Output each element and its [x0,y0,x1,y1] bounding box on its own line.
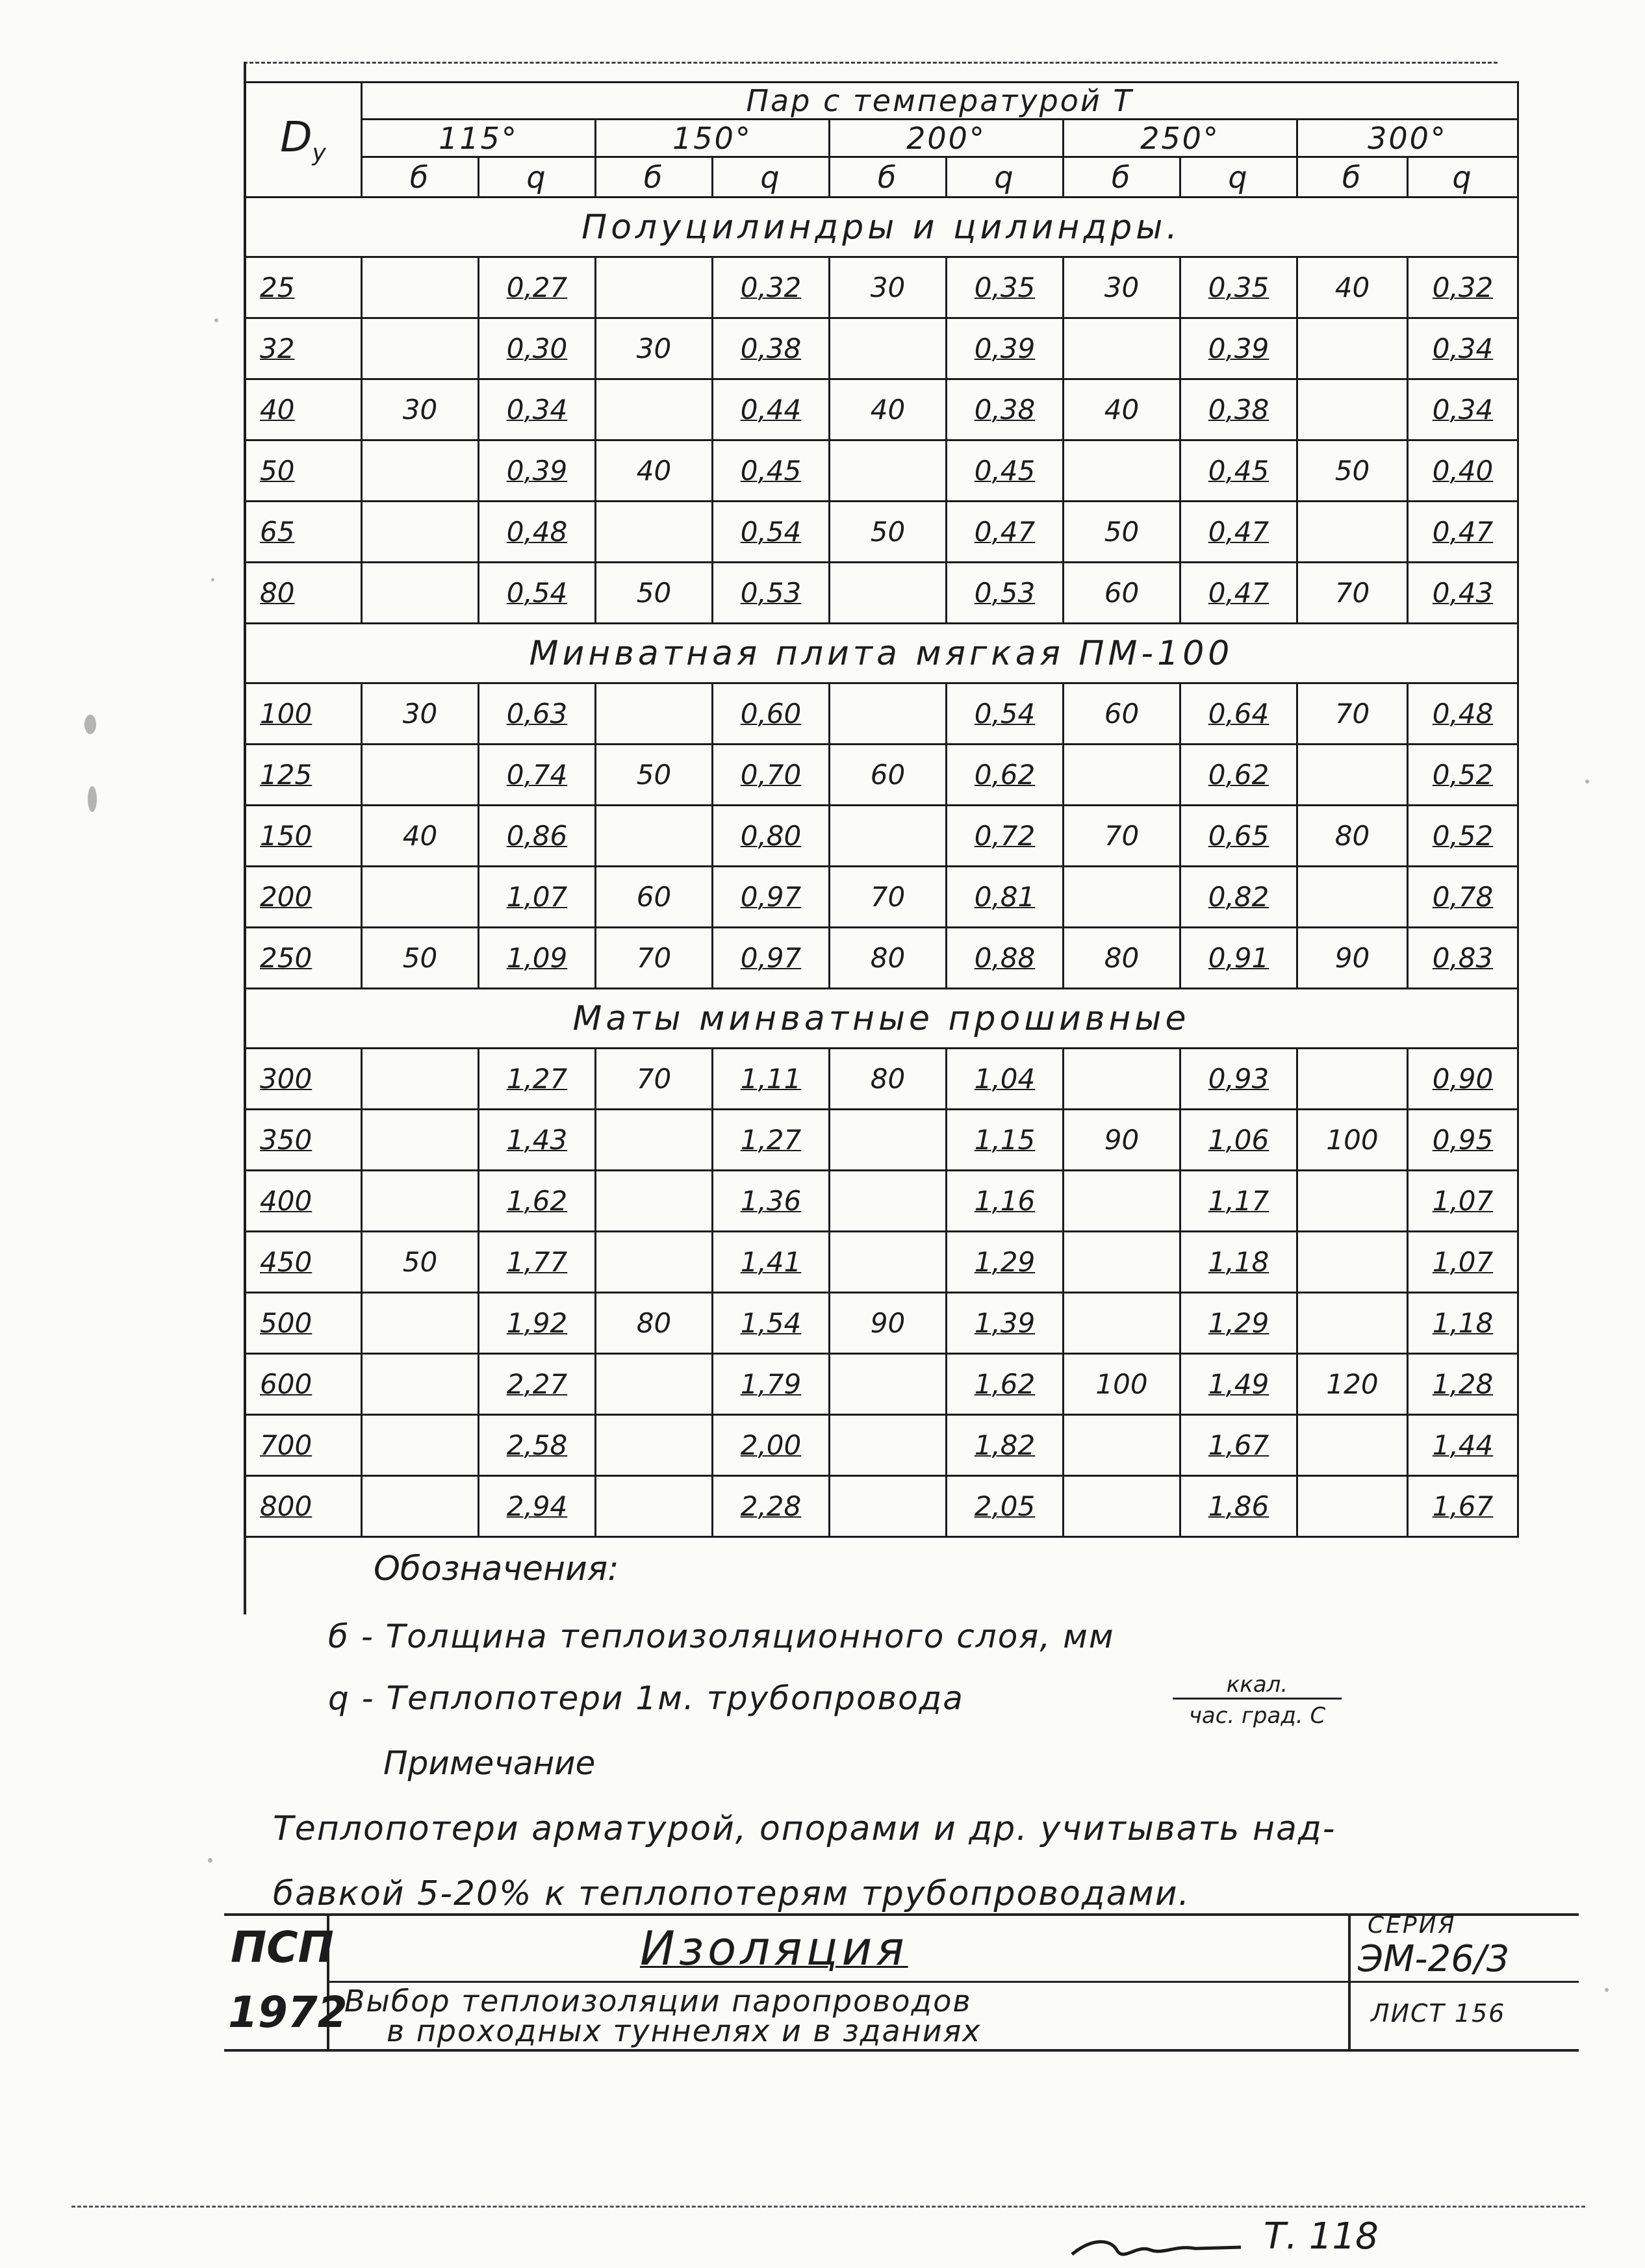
diameter-cell: 100 [245,683,362,745]
diameter-cell: 250 [245,928,362,989]
note-line-2: бавкой 5-20% к теплопотерям трубопроводами. [273,1874,1191,1913]
heat-loss-cell: 1,18 [1180,1232,1297,1293]
heat-loss-cell: 0,81 [947,867,1064,928]
heat-loss-col-header: q [947,157,1064,197]
thickness-cell: 100 [1064,1354,1180,1415]
heat-loss-col-header: q [1180,157,1297,197]
heat-loss-cell: 0,38 [1180,379,1297,440]
heat-loss-cell: 1,67 [1408,1476,1518,1537]
thickness-cell: 40 [596,440,713,502]
heat-loss-col-header: q [713,157,830,197]
thickness-cell: 70 [596,928,713,989]
group-header: Пар с температурой Т [362,83,1518,120]
thickness-cell: 120 [1297,1354,1408,1415]
heat-loss-cell: 1,07 [479,867,596,928]
heat-loss-cell: 1,39 [947,1293,1064,1354]
heat-loss-cell: 0,32 [713,257,830,318]
heat-loss-cell: 0,47 [947,502,1064,563]
heat-loss-cell: 1,86 [1180,1476,1297,1537]
heat-loss-cell: 0,62 [947,745,1064,806]
thickness-cell: 80 [596,1293,713,1354]
heat-loss-cell: 1,29 [1180,1293,1297,1354]
heat-loss-cell: 0,39 [947,318,1064,379]
heat-loss-cell: 0,53 [713,563,830,624]
heat-loss-cell: 0,54 [479,563,596,624]
heat-loss-cell: 0,30 [479,318,596,379]
temperature-header: 150° [596,120,830,157]
heat-loss-cell: 0,80 [713,806,830,867]
heat-loss-cell: 1,28 [1408,1354,1518,1415]
heat-loss-cell: 2,00 [713,1415,830,1476]
diameter-cell: 600 [245,1354,362,1415]
stamp-sheet: ЛИСТ 156 [1371,1999,1506,2028]
stamp-year: 1972 [228,1987,348,2037]
thickness-cell: 100 [1297,1110,1408,1171]
heat-loss-cell: 0,45 [947,440,1064,502]
heat-loss-cell: 1,43 [479,1110,596,1171]
thickness-cell: 30 [596,318,713,379]
diameter-cell: 450 [245,1232,362,1293]
section-title: Маты минватные прошивные [245,989,1518,1049]
legend-heading: Обозначения: [374,1549,619,1588]
diameter-cell: 700 [245,1415,362,1476]
unit-fraction-top: ккал. [1173,1672,1342,1700]
bottom-dashed-line [71,2206,1585,2208]
thickness-cell: 70 [1064,806,1180,867]
thickness-cell: 50 [1064,502,1180,563]
heat-loss-cell: 0,91 [1180,928,1297,989]
temperature-header: 115° [362,120,596,157]
heat-loss-cell: 1,62 [479,1171,596,1232]
heat-loss-cell: 1,82 [947,1415,1064,1476]
temperature-header: 250° [1064,120,1297,157]
thickness-cell: 80 [1297,806,1408,867]
diameter-cell: 800 [245,1476,362,1537]
heat-loss-cell: 0,93 [1180,1049,1297,1110]
diameter-cell: 200 [245,867,362,928]
diameter-cell: 300 [245,1049,362,1110]
heat-loss-cell: 1,27 [479,1049,596,1110]
note-line-1: Теплопотери арматурой, опорами и др. учитывать над- [273,1809,1336,1848]
heat-loss-cell: 2,05 [947,1476,1064,1537]
note-heading: Примечание [383,1744,596,1782]
heat-loss-cell: 0,27 [479,257,596,318]
diameter-cell: 25 [245,257,362,318]
heat-loss-cell: 0,34 [479,379,596,440]
thickness-cell: 30 [1064,257,1180,318]
scan-speck [84,715,96,734]
heat-loss-cell: 0,45 [1180,440,1297,502]
thickness-cell: 80 [830,928,947,989]
heat-loss-cell: 0,32 [1408,257,1518,318]
thickness-cell: 40 [1297,257,1408,318]
scan-speck [208,1858,212,1863]
scan-speck [214,318,218,322]
heat-loss-cell: 1,18 [1408,1293,1518,1354]
thickness-cell: 60 [1064,683,1180,745]
thickness-cell: 90 [830,1293,947,1354]
thickness-col-header: б [1297,157,1408,197]
heat-loss-cell: 1,67 [1180,1415,1297,1476]
stamp-series-label: СЕРИЯ [1368,1912,1457,1939]
stamp-subtitle-2: в проходных туннелях и в зданиях [387,2013,982,2048]
heat-loss-cell: 0,62 [1180,745,1297,806]
heat-loss-cell: 0,83 [1408,928,1518,989]
heat-loss-cell: 0,39 [479,440,596,502]
scan-speck [1605,1988,1609,1992]
thickness-cell: 50 [1297,440,1408,502]
heat-loss-cell: 1,41 [713,1232,830,1293]
thickness-cell: 30 [362,379,479,440]
diameter-cell: 80 [245,563,362,624]
heat-loss-cell: 0,45 [713,440,830,502]
heat-loss-cell: 0,82 [1180,867,1297,928]
heat-loss-cell: 0,54 [713,502,830,563]
heat-loss-cell: 0,53 [947,563,1064,624]
thickness-cell: 50 [362,928,479,989]
heat-loss-cell: 1,07 [1408,1232,1518,1293]
thickness-col-header: б [1064,157,1180,197]
heat-loss-cell: 0,43 [1408,563,1518,624]
thickness-cell: 70 [596,1049,713,1110]
heat-loss-cell: 1,27 [713,1110,830,1171]
heat-loss-cell: 2,28 [713,1476,830,1537]
heat-loss-cell: 0,74 [479,745,596,806]
title-block [224,0,1588,2268]
diameter-cell: 150 [245,806,362,867]
heat-loss-col-header: q [479,157,596,197]
heat-loss-cell: 0,52 [1408,745,1518,806]
heat-loss-cell: 0,72 [947,806,1064,867]
diameter-cell: 125 [245,745,362,806]
thickness-cell: 50 [596,563,713,624]
heat-loss-cell: 1,29 [947,1232,1064,1293]
heat-loss-cell: 1,54 [713,1293,830,1354]
legend-b-line: б - Толщина теплоизоляционного слоя, мм [328,1618,1115,1655]
heat-loss-cell: 1,49 [1180,1354,1297,1415]
diameter-cell: 65 [245,502,362,563]
heat-loss-cell: 1,06 [1180,1110,1297,1171]
stamp-title: Изоляция [640,1921,908,1976]
thickness-col-header: б [830,157,947,197]
temperature-header: 300° [1297,120,1518,157]
footer-sheet-number: Т. 118 [1264,2215,1379,2258]
heat-loss-cell: 0,78 [1408,867,1518,928]
heat-loss-cell: 0,90 [1408,1049,1518,1110]
thickness-cell: 60 [830,745,947,806]
temperature-header: 200° [830,120,1064,157]
heat-loss-cell: 0,48 [1408,683,1518,745]
diameter-cell: 32 [245,318,362,379]
heat-loss-cell: 0,35 [947,257,1064,318]
thickness-cell: 50 [362,1232,479,1293]
thickness-cell: 70 [1297,683,1408,745]
heat-loss-cell: 0,47 [1180,502,1297,563]
thickness-cell: 60 [596,867,713,928]
heat-loss-cell: 2,58 [479,1415,596,1476]
heat-loss-cell: 0,60 [713,683,830,745]
heat-loss-cell: 2,27 [479,1354,596,1415]
heat-loss-cell: 1,92 [479,1293,596,1354]
heat-loss-cell: 0,34 [1408,318,1518,379]
thickness-col-header: б [362,157,479,197]
heat-loss-cell: 0,38 [947,379,1064,440]
thickness-cell: 80 [1064,928,1180,989]
heat-loss-cell: 1,09 [479,928,596,989]
heat-loss-cell: 1,44 [1408,1415,1518,1476]
thickness-cell: 70 [830,867,947,928]
heat-loss-cell: 0,97 [713,928,830,989]
thickness-cell: 70 [1297,563,1408,624]
diameter-cell: 50 [245,440,362,502]
heat-loss-cell: 0,95 [1408,1110,1518,1171]
dy-header: $D_у$ [245,83,362,197]
heat-loss-cell: 1,79 [713,1354,830,1415]
heat-loss-cell: 0,86 [479,806,596,867]
heat-loss-cell: 1,11 [713,1049,830,1110]
unit-fraction-bottom: час. град. С [1188,1703,1326,1729]
thickness-cell: 90 [1064,1110,1180,1171]
thickness-col-header: б [596,157,713,197]
heat-loss-cell: 0,65 [1180,806,1297,867]
signature-icon [1065,2225,1247,2264]
heat-loss-cell: 1,15 [947,1110,1064,1171]
heat-loss-cell: 0,48 [479,502,596,563]
scan-speck [211,578,214,581]
legend-q-line: q - Теплопотери 1м. трубопровода [328,1679,964,1717]
heat-loss-cell: 1,17 [1180,1171,1297,1232]
heat-loss-cell: 0,64 [1180,683,1297,745]
thickness-cell: 80 [830,1049,947,1110]
heat-loss-cell: 1,36 [713,1171,830,1232]
thickness-cell: 30 [830,257,947,318]
stamp-subtitle-1: Выбор теплоизоляции паропроводов [344,1983,972,2019]
diameter-cell: 400 [245,1171,362,1232]
thickness-cell: 40 [1064,379,1180,440]
heat-loss-cell: 0,52 [1408,806,1518,867]
thickness-cell: 90 [1297,928,1408,989]
scan-speck [88,786,97,812]
heat-loss-cell: 2,94 [479,1476,596,1537]
heat-loss-cell: 1,62 [947,1354,1064,1415]
heat-loss-cell: 0,97 [713,867,830,928]
stamp-org: ПСП [231,1922,334,1972]
heat-loss-cell: 0,47 [1180,563,1297,624]
heat-loss-cell: 0,70 [713,745,830,806]
heat-loss-cell: 0,47 [1408,502,1518,563]
diameter-cell: 500 [245,1293,362,1354]
thickness-cell: 50 [830,502,947,563]
heat-loss-cell: 1,77 [479,1232,596,1293]
heat-loss-cell: 0,35 [1180,257,1297,318]
section-title: Минватная плита мягкая ПМ-100 [245,624,1518,683]
heat-loss-col-header: q [1408,157,1518,197]
heat-loss-cell: 1,07 [1408,1171,1518,1232]
heat-loss-cell: 0,44 [713,379,830,440]
thickness-cell: 40 [830,379,947,440]
heat-loss-cell: 0,34 [1408,379,1518,440]
heat-loss-cell: 0,40 [1408,440,1518,502]
thickness-cell: 30 [362,683,479,745]
heat-loss-cell: 1,04 [947,1049,1064,1110]
heat-loss-cell: 0,88 [947,928,1064,989]
diameter-cell: 350 [245,1110,362,1171]
heat-loss-cell: 0,38 [713,318,830,379]
thickness-cell: 50 [596,745,713,806]
thickness-cell: 40 [362,806,479,867]
heat-loss-cell: 0,63 [479,683,596,745]
thickness-cell: 60 [1064,563,1180,624]
heat-loss-cell: 0,39 [1180,318,1297,379]
diameter-cell: 40 [245,379,362,440]
stamp-series-value: ЭМ-26/3 [1358,1938,1510,1980]
heat-loss-cell: 1,16 [947,1171,1064,1232]
heat-loss-cell: 0,54 [947,683,1064,745]
section-title: Полуцилиндры и цилиндры. [245,197,1518,257]
